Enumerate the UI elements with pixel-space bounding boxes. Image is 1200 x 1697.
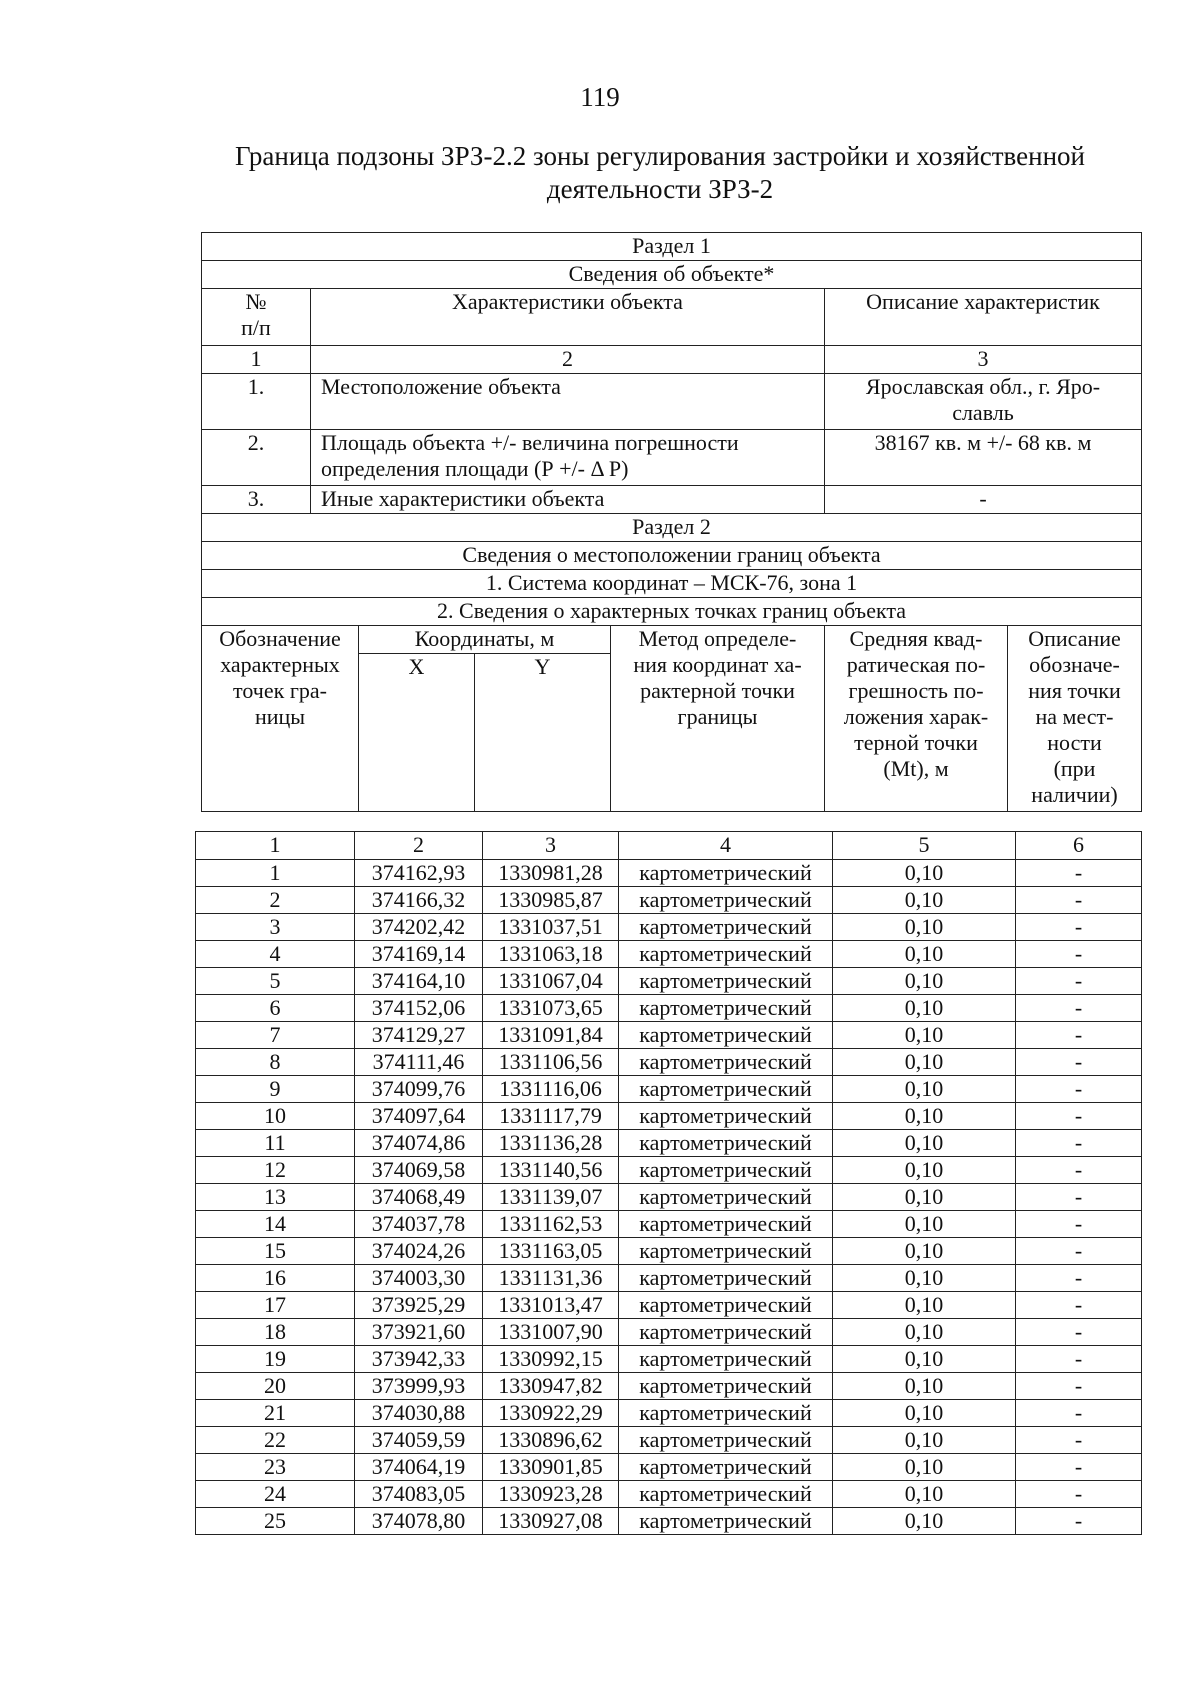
point-x: 374097,64 bbox=[355, 1103, 483, 1130]
point-y: 1330981,28 bbox=[483, 860, 619, 887]
row-number: 2. bbox=[202, 430, 311, 486]
col-number: 5 bbox=[833, 832, 1016, 860]
point-x: 374202,42 bbox=[355, 914, 483, 941]
header-point-description-line: ния точки bbox=[1028, 678, 1121, 703]
table-row bbox=[196, 1184, 1142, 1211]
point-y: 1330923,28 bbox=[483, 1481, 619, 1508]
point-method: картометрический bbox=[619, 941, 833, 968]
header-number bbox=[202, 289, 311, 346]
point-y: 1331136,28 bbox=[483, 1130, 619, 1157]
header-error-line: ратическая по- bbox=[846, 652, 986, 677]
point-x: 374099,76 bbox=[355, 1076, 483, 1103]
point-method: картометрический bbox=[619, 860, 833, 887]
section-2-heading: Раздел 2 bbox=[202, 514, 1142, 542]
section-1-subheading: Сведения об объекте* bbox=[202, 261, 1142, 289]
boundary-points-table bbox=[195, 831, 1142, 1535]
point-description: - bbox=[1016, 1076, 1142, 1103]
header-y: Y bbox=[475, 654, 611, 812]
point-x: 374162,93 bbox=[355, 860, 483, 887]
point-error: 0,10 bbox=[833, 1103, 1016, 1130]
point-error: 0,10 bbox=[833, 860, 1016, 887]
header-method-line: ния координат ха- bbox=[633, 652, 802, 677]
row-description bbox=[825, 374, 1142, 430]
point-y: 1331091,84 bbox=[483, 1022, 619, 1049]
point-number: 23 bbox=[196, 1454, 355, 1481]
point-y: 1330985,87 bbox=[483, 887, 619, 914]
point-description: - bbox=[1016, 1400, 1142, 1427]
point-y: 1330901,85 bbox=[483, 1454, 619, 1481]
point-description: - bbox=[1016, 1238, 1142, 1265]
col-number-2: 2 bbox=[311, 346, 825, 374]
table-row bbox=[196, 1346, 1142, 1373]
point-number: 4 bbox=[196, 941, 355, 968]
table-row bbox=[196, 1157, 1142, 1184]
point-x: 374164,10 bbox=[355, 968, 483, 995]
header-description: Описание характеристик bbox=[825, 289, 1142, 346]
col-number: 4 bbox=[619, 832, 833, 860]
object-info-table bbox=[201, 232, 1142, 812]
point-number: 8 bbox=[196, 1049, 355, 1076]
header-coordinates: Координаты, м bbox=[359, 626, 611, 654]
point-number: 19 bbox=[196, 1346, 355, 1373]
point-method: картометрический bbox=[619, 1508, 833, 1535]
point-number: 9 bbox=[196, 1076, 355, 1103]
table-row bbox=[196, 860, 1142, 887]
table-row bbox=[196, 914, 1142, 941]
table-row bbox=[196, 1238, 1142, 1265]
point-x: 374003,30 bbox=[355, 1265, 483, 1292]
point-y: 1331073,65 bbox=[483, 995, 619, 1022]
point-y: 1330927,08 bbox=[483, 1508, 619, 1535]
point-y: 1330922,29 bbox=[483, 1400, 619, 1427]
point-error: 0,10 bbox=[833, 887, 1016, 914]
point-error: 0,10 bbox=[833, 914, 1016, 941]
point-number: 20 bbox=[196, 1373, 355, 1400]
point-x: 374078,80 bbox=[355, 1508, 483, 1535]
point-number: 3 bbox=[196, 914, 355, 941]
point-number: 11 bbox=[196, 1130, 355, 1157]
row-characteristic: Иные характеристики объекта bbox=[311, 486, 825, 514]
point-description: - bbox=[1016, 1184, 1142, 1211]
point-number: 13 bbox=[196, 1184, 355, 1211]
table-row bbox=[196, 887, 1142, 914]
point-number: 1 bbox=[196, 860, 355, 887]
table-row bbox=[196, 1022, 1142, 1049]
point-error: 0,10 bbox=[833, 1130, 1016, 1157]
point-number: 16 bbox=[196, 1265, 355, 1292]
point-method: картометрический bbox=[619, 1184, 833, 1211]
point-error: 0,10 bbox=[833, 941, 1016, 968]
header-point-description-line: наличии) bbox=[1031, 782, 1118, 807]
table-row bbox=[196, 941, 1142, 968]
point-method: картометрический bbox=[619, 1130, 833, 1157]
table-row bbox=[196, 968, 1142, 995]
table-row bbox=[196, 995, 1142, 1022]
row-description-line-1: Ярославская обл., г. Яро- bbox=[865, 374, 1101, 399]
coordinate-system: 1. Система координат – МСК-76, зона 1 bbox=[202, 570, 1142, 598]
point-method: картометрический bbox=[619, 1265, 833, 1292]
row-number: 1. bbox=[202, 374, 311, 430]
header-method-line: Метод определе- bbox=[638, 626, 797, 651]
table-row bbox=[196, 1265, 1142, 1292]
point-y: 1330992,15 bbox=[483, 1346, 619, 1373]
table-row bbox=[202, 374, 1142, 430]
header-method-line: рактерной точки bbox=[640, 678, 795, 703]
header-method bbox=[611, 626, 825, 812]
point-error: 0,10 bbox=[833, 1427, 1016, 1454]
point-x: 373942,33 bbox=[355, 1346, 483, 1373]
point-x: 374169,14 bbox=[355, 941, 483, 968]
point-y: 1331067,04 bbox=[483, 968, 619, 995]
point-number: 14 bbox=[196, 1211, 355, 1238]
point-number: 6 bbox=[196, 995, 355, 1022]
point-x: 373999,93 bbox=[355, 1373, 483, 1400]
point-method: картометрический bbox=[619, 914, 833, 941]
header-error-line: Средняя квад- bbox=[849, 626, 983, 651]
point-x: 374030,88 bbox=[355, 1400, 483, 1427]
point-number: 21 bbox=[196, 1400, 355, 1427]
point-number: 10 bbox=[196, 1103, 355, 1130]
point-y: 1330947,82 bbox=[483, 1373, 619, 1400]
row-characteristic: Местоположение объекта bbox=[311, 374, 825, 430]
row-characteristic-line-1: Площадь объекта +/- величина погрешности bbox=[321, 430, 739, 455]
document-title-line-1: Граница подзоны ЗРЗ-2.2 зоны регулирования застройки и хозяйственной bbox=[235, 141, 1085, 171]
header-point-description-line: на мест- bbox=[1035, 704, 1114, 729]
header-point-description bbox=[1008, 626, 1142, 812]
point-description: - bbox=[1016, 1427, 1142, 1454]
point-description: - bbox=[1016, 1022, 1142, 1049]
point-error: 0,10 bbox=[833, 1319, 1016, 1346]
header-error-line: ложения харак- bbox=[843, 704, 989, 729]
point-method: картометрический bbox=[619, 995, 833, 1022]
point-description: - bbox=[1016, 860, 1142, 887]
point-x: 374069,58 bbox=[355, 1157, 483, 1184]
point-y: 1330896,62 bbox=[483, 1427, 619, 1454]
table-row bbox=[196, 1049, 1142, 1076]
table-row bbox=[196, 1427, 1142, 1454]
point-method: картометрический bbox=[619, 1292, 833, 1319]
col-number: 2 bbox=[355, 832, 483, 860]
col-number: 3 bbox=[483, 832, 619, 860]
point-error: 0,10 bbox=[833, 1076, 1016, 1103]
header-number-line-1: № bbox=[245, 289, 267, 314]
point-number: 22 bbox=[196, 1427, 355, 1454]
point-method: картометрический bbox=[619, 1211, 833, 1238]
header-characteristics: Характеристики объекта bbox=[311, 289, 825, 346]
point-method: картометрический bbox=[619, 1157, 833, 1184]
point-method: картометрический bbox=[619, 1076, 833, 1103]
row-characteristic-line-2: определения площади (Р +/- Δ Р) bbox=[321, 456, 629, 481]
point-method: картометрический bbox=[619, 1319, 833, 1346]
point-number: 25 bbox=[196, 1508, 355, 1535]
header-point-description-line: ности bbox=[1047, 730, 1102, 755]
point-y: 1331163,05 bbox=[483, 1238, 619, 1265]
point-method: картометрический bbox=[619, 887, 833, 914]
row-description: 38167 кв. м +/- 68 кв. м bbox=[825, 430, 1142, 486]
point-x: 374152,06 bbox=[355, 995, 483, 1022]
header-error-line: грешность по- bbox=[848, 678, 984, 703]
point-y: 1331140,56 bbox=[483, 1157, 619, 1184]
point-description: - bbox=[1016, 941, 1142, 968]
table-row bbox=[196, 1211, 1142, 1238]
table-row bbox=[196, 1481, 1142, 1508]
header-error-line: терной точки bbox=[854, 730, 978, 755]
point-method: картометрический bbox=[619, 1427, 833, 1454]
point-error: 0,10 bbox=[833, 1184, 1016, 1211]
point-y: 1331007,90 bbox=[483, 1319, 619, 1346]
point-number: 24 bbox=[196, 1481, 355, 1508]
col-number-3: 3 bbox=[825, 346, 1142, 374]
table-row bbox=[196, 1508, 1142, 1535]
point-error: 0,10 bbox=[833, 1400, 1016, 1427]
point-method: картометрический bbox=[619, 1049, 833, 1076]
point-x: 374074,86 bbox=[355, 1130, 483, 1157]
point-method: картометрический bbox=[619, 1373, 833, 1400]
header-designation-line: точек гра- bbox=[233, 678, 327, 703]
point-x: 374059,59 bbox=[355, 1427, 483, 1454]
point-number: 18 bbox=[196, 1319, 355, 1346]
point-number: 5 bbox=[196, 968, 355, 995]
header-designation-line: ницы bbox=[254, 704, 306, 729]
point-x: 374064,19 bbox=[355, 1454, 483, 1481]
point-number: 12 bbox=[196, 1157, 355, 1184]
point-error: 0,10 bbox=[833, 1211, 1016, 1238]
point-error: 0,10 bbox=[833, 1238, 1016, 1265]
point-error: 0,10 bbox=[833, 968, 1016, 995]
point-y: 1331013,47 bbox=[483, 1292, 619, 1319]
table-row bbox=[196, 1454, 1142, 1481]
col-number: 1 bbox=[196, 832, 355, 860]
row-description: - bbox=[825, 486, 1142, 514]
point-method: картометрический bbox=[619, 1022, 833, 1049]
point-x: 373925,29 bbox=[355, 1292, 483, 1319]
point-description: - bbox=[1016, 1049, 1142, 1076]
point-number: 17 bbox=[196, 1292, 355, 1319]
point-y: 1331139,07 bbox=[483, 1184, 619, 1211]
point-method: картометрический bbox=[619, 1400, 833, 1427]
point-description: - bbox=[1016, 887, 1142, 914]
point-x: 374083,05 bbox=[355, 1481, 483, 1508]
header-point-description-line: (при bbox=[1053, 756, 1096, 781]
point-method: картометрический bbox=[619, 1481, 833, 1508]
point-description: - bbox=[1016, 1265, 1142, 1292]
point-description: - bbox=[1016, 1319, 1142, 1346]
col-number: 6 bbox=[1016, 832, 1142, 860]
point-x: 374024,26 bbox=[355, 1238, 483, 1265]
point-y: 1331106,56 bbox=[483, 1049, 619, 1076]
table-row bbox=[196, 1130, 1142, 1157]
point-error: 0,10 bbox=[833, 1373, 1016, 1400]
table-row bbox=[202, 486, 1142, 514]
header-error-line: (Mt), м bbox=[883, 756, 949, 781]
point-description: - bbox=[1016, 968, 1142, 995]
document-title bbox=[200, 140, 1120, 206]
point-description: - bbox=[1016, 995, 1142, 1022]
point-y: 1331063,18 bbox=[483, 941, 619, 968]
point-error: 0,10 bbox=[833, 1508, 1016, 1535]
table-row bbox=[202, 430, 1142, 486]
point-y: 1331162,53 bbox=[483, 1211, 619, 1238]
point-description: - bbox=[1016, 1130, 1142, 1157]
point-x: 374037,78 bbox=[355, 1211, 483, 1238]
point-description: - bbox=[1016, 1157, 1142, 1184]
point-y: 1331131,36 bbox=[483, 1265, 619, 1292]
row-characteristic bbox=[311, 430, 825, 486]
table-row bbox=[196, 1373, 1142, 1400]
point-y: 1331116,06 bbox=[483, 1076, 619, 1103]
point-description: - bbox=[1016, 1292, 1142, 1319]
row-number: 3. bbox=[202, 486, 311, 514]
point-error: 0,10 bbox=[833, 1157, 1016, 1184]
point-method: картометрический bbox=[619, 1454, 833, 1481]
document-title-line-2: деятельности ЗРЗ-2 bbox=[546, 174, 774, 204]
header-x: X bbox=[359, 654, 475, 812]
point-error: 0,10 bbox=[833, 1346, 1016, 1373]
header-error bbox=[825, 626, 1008, 812]
point-error: 0,10 bbox=[833, 995, 1016, 1022]
point-y: 1331037,51 bbox=[483, 914, 619, 941]
point-description: - bbox=[1016, 1508, 1142, 1535]
point-y: 1331117,79 bbox=[483, 1103, 619, 1130]
page-number: 119 bbox=[580, 82, 620, 112]
table-row bbox=[196, 1292, 1142, 1319]
header-designation-line: Обозначение bbox=[219, 626, 341, 651]
point-error: 0,10 bbox=[833, 1454, 1016, 1481]
point-error: 0,10 bbox=[833, 1481, 1016, 1508]
header-method-line: границы bbox=[677, 704, 758, 729]
row-description-line-2: славль bbox=[952, 400, 1014, 425]
point-x: 373921,60 bbox=[355, 1319, 483, 1346]
point-description: - bbox=[1016, 1103, 1142, 1130]
point-error: 0,10 bbox=[833, 1265, 1016, 1292]
point-number: 15 bbox=[196, 1238, 355, 1265]
point-error: 0,10 bbox=[833, 1292, 1016, 1319]
header-designation-line: характерных bbox=[220, 652, 340, 677]
point-description: - bbox=[1016, 1373, 1142, 1400]
point-x: 374166,32 bbox=[355, 887, 483, 914]
point-description: - bbox=[1016, 1481, 1142, 1508]
point-error: 0,10 bbox=[833, 1022, 1016, 1049]
header-number-line-2: п/п bbox=[241, 315, 271, 340]
point-number: 2 bbox=[196, 887, 355, 914]
point-method: картометрический bbox=[619, 1238, 833, 1265]
header-designation bbox=[202, 626, 359, 812]
point-method: картометрический bbox=[619, 1346, 833, 1373]
header-point-description-line: обозначе- bbox=[1029, 652, 1120, 677]
point-method: картометрический bbox=[619, 968, 833, 995]
point-description: - bbox=[1016, 914, 1142, 941]
table-row bbox=[196, 1103, 1142, 1130]
section-1-heading: Раздел 1 bbox=[202, 233, 1142, 261]
point-number: 7 bbox=[196, 1022, 355, 1049]
section-2-subheading: Сведения о местоположении границ объекта bbox=[202, 542, 1142, 570]
point-description: - bbox=[1016, 1346, 1142, 1373]
point-x: 374129,27 bbox=[355, 1022, 483, 1049]
table-row bbox=[196, 1400, 1142, 1427]
table-row bbox=[196, 1319, 1142, 1346]
point-error: 0,10 bbox=[833, 1049, 1016, 1076]
point-method: картометрический bbox=[619, 1103, 833, 1130]
point-x: 374111,46 bbox=[355, 1049, 483, 1076]
table-row bbox=[196, 1076, 1142, 1103]
point-description: - bbox=[1016, 1211, 1142, 1238]
points-heading: 2. Сведения о характерных точках границ объекта bbox=[202, 598, 1142, 626]
header-point-description-line: Описание bbox=[1028, 626, 1121, 651]
col-number-1: 1 bbox=[202, 346, 311, 374]
point-x: 374068,49 bbox=[355, 1184, 483, 1211]
point-description: - bbox=[1016, 1454, 1142, 1481]
